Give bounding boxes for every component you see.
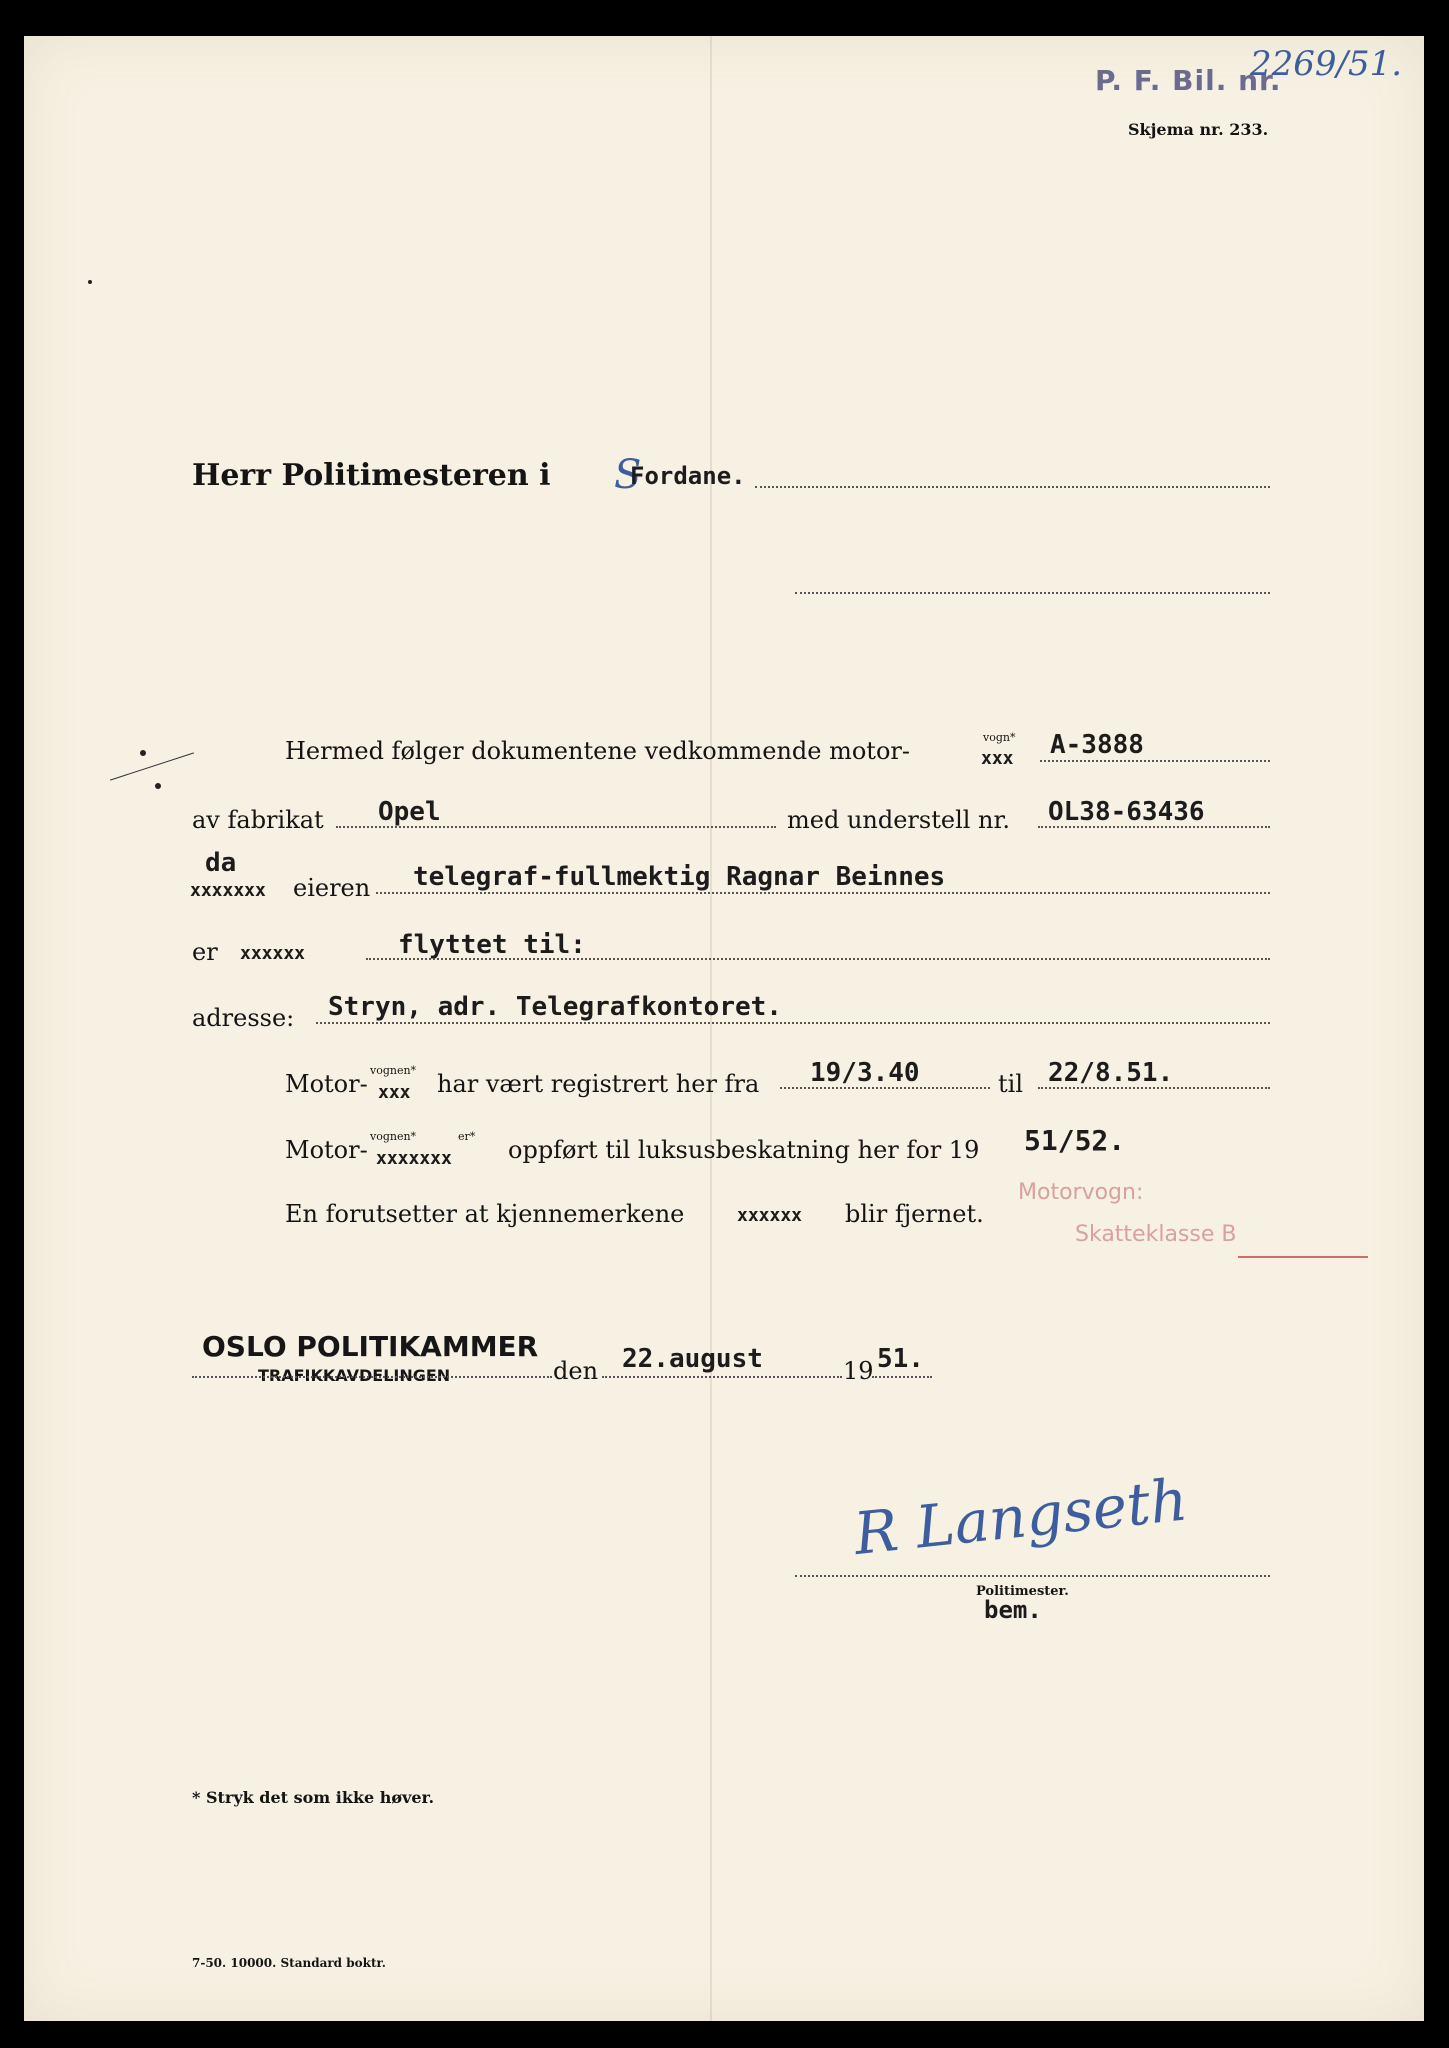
dotted-line: [602, 1376, 842, 1378]
struck-text: xxxxxxx: [376, 1148, 452, 1169]
dotted-line: [795, 592, 1270, 594]
value-fabrikat: Opel: [378, 797, 441, 827]
sup-vognen: vognen*: [370, 1064, 417, 1077]
handwritten-signature: R Langseth: [850, 1465, 1191, 1568]
struck-text: xxxxxx: [737, 1205, 803, 1226]
struck-text: xxxxxxx: [190, 880, 266, 901]
margin-mark: [88, 280, 92, 284]
struck-text: xxx: [378, 1082, 411, 1103]
label-fabrikat: av fabrikat: [192, 806, 324, 834]
recipient-district: Fordane.: [630, 462, 746, 490]
footnote: * Stryk det som ikke høver.: [192, 1788, 435, 1807]
address-value: Stryn, adr. Telegrafkontoret.: [328, 992, 782, 1022]
margin-dot: [155, 783, 161, 789]
printer-line: 7-50. 10000. Standard boktr.: [192, 1956, 386, 1970]
red-underline: [1238, 1256, 1368, 1258]
paper-fold-line: [710, 36, 712, 2021]
luxury-year: 51/52.: [1024, 1124, 1126, 1157]
recipient-hand-initial: S: [614, 452, 642, 498]
text-expect-b: blir fjernet.: [845, 1200, 984, 1228]
office-stamp-line2: TRAFIKKAVDELINGEN: [258, 1366, 451, 1385]
form-number: Skjema nr. 233.: [1128, 120, 1269, 139]
text-luxury: oppført til luksusbeskatning her for 19: [508, 1136, 980, 1164]
registration-number: A-3888: [1050, 730, 1144, 760]
owner-name: telegraf-fullmektig Ragnar Beinnes: [413, 862, 946, 892]
struck-text: xxx: [981, 748, 1014, 769]
dotted-line: [872, 1376, 932, 1378]
text-registered: har vært registrert her fra: [437, 1070, 760, 1098]
dotted-line: [316, 1022, 1270, 1024]
sup-er: er*: [458, 1130, 476, 1143]
sup-vogn: vogn*: [983, 731, 1016, 744]
dotted-line: [192, 1376, 552, 1378]
recipient-salutation: Herr Politimesteren i: [192, 458, 551, 493]
label-motor: Motor-: [285, 1070, 368, 1098]
dotted-line: [336, 826, 776, 828]
moved-text: flyttet til:: [398, 930, 586, 960]
reg-from-date: 19/3.40: [810, 1058, 920, 1088]
title-typed: bem.: [984, 1596, 1042, 1624]
reg-to-date: 22/8.51.: [1048, 1058, 1174, 1088]
label-motor: Motor-: [285, 1136, 368, 1164]
dotted-line: [780, 1087, 990, 1089]
dotted-line: [376, 892, 1270, 894]
dotted-line: [1038, 1087, 1270, 1089]
dotted-line: [366, 958, 1270, 960]
dotted-line: [1038, 826, 1270, 828]
side-stamp-line2: Skatteklasse B: [1075, 1222, 1237, 1247]
label-adresse: adresse:: [192, 1004, 295, 1032]
dotted-line: [795, 1575, 1270, 1577]
text-expect-a: En forutsetter at kjennemerkene: [285, 1200, 685, 1228]
margin-dot: [140, 750, 146, 756]
year-suffix: 51.: [877, 1344, 924, 1374]
sup-vognen: vognen*: [370, 1130, 417, 1143]
year-prefix: 19: [843, 1357, 874, 1385]
text-line-documents: Hermed følger dokumentene vedkommende motor-: [285, 737, 910, 765]
side-stamp-line1: Motorvogn:: [1018, 1180, 1144, 1205]
value-understell: OL38-63436: [1048, 797, 1205, 827]
office-stamp-line1: OSLO POLITIKAMMER: [202, 1330, 539, 1363]
label-eieren: eieren: [293, 874, 371, 902]
label-den: den: [553, 1357, 599, 1385]
struck-text: xxxxxx: [240, 943, 306, 964]
title-printed: Politimester.: [976, 1584, 1069, 1599]
dotted-line: [1040, 760, 1270, 762]
label-understell: med understell nr.: [787, 806, 1010, 834]
file-number-handwritten: 2269/51.: [1250, 44, 1403, 84]
date-value: 22.august: [622, 1344, 763, 1374]
file-number-stamp: P. F. Bil. nr.: [1095, 64, 1282, 97]
label-til: til: [998, 1070, 1023, 1098]
label-er: er: [192, 938, 218, 966]
owner-over-text: da: [205, 848, 237, 878]
dotted-line: [755, 486, 1270, 488]
